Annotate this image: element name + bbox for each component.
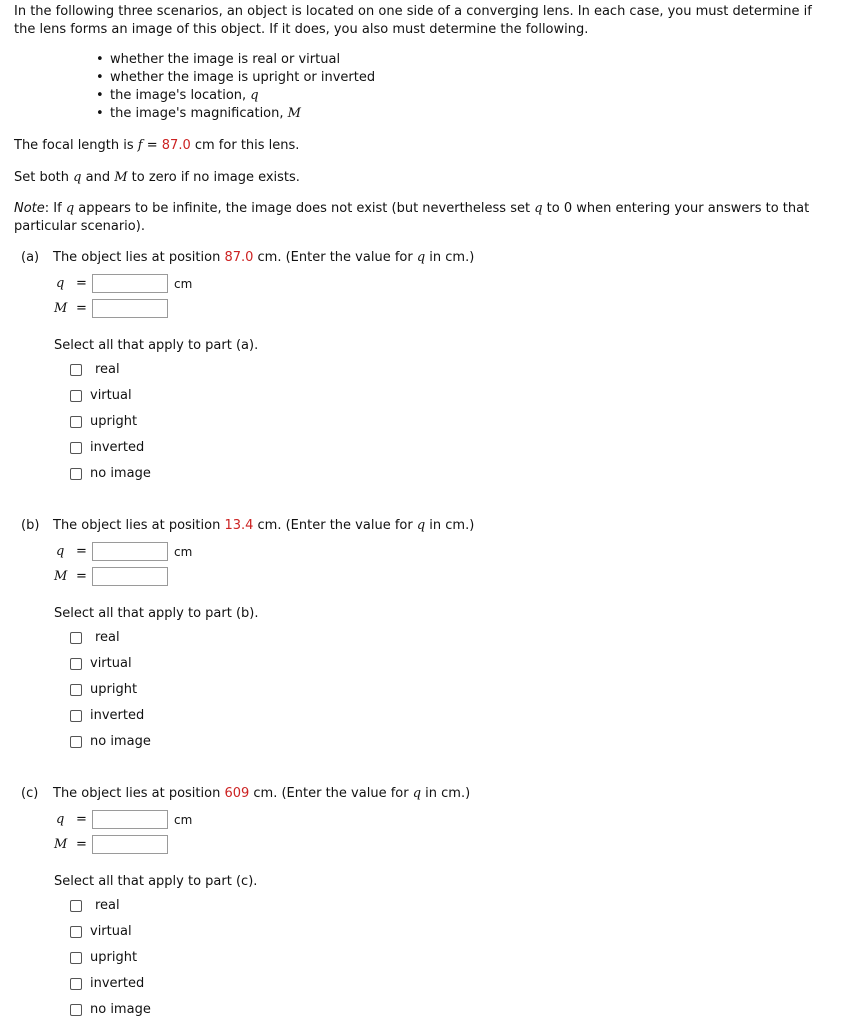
part-b-M-label: M =: [54, 569, 87, 584]
note-text: Note: If q appears to be infinite, the image does not exist (but nevertheless set q to 0 when entering your answers to that particular scenario).: [14, 201, 810, 234]
part-a-label-upright[interactable]: upright: [90, 414, 138, 429]
part-b-label-upright[interactable]: upright: [90, 682, 138, 697]
part-a-label-real[interactable]: real: [95, 362, 120, 377]
part-b-checkbox-no-image[interactable]: [70, 736, 82, 748]
part-b-position-value: 13.4: [224, 518, 254, 533]
part-b-checkbox-upright[interactable]: [70, 684, 82, 696]
part-c-checkbox-upright[interactable]: [70, 952, 82, 964]
part-c-select-prompt: Select all that apply to part (c).: [54, 874, 258, 889]
part-c-heading: (c) The object lies at position 609 cm. (Enter the value for q in cm.): [21, 786, 471, 801]
part-b-q-label: q =: [56, 544, 87, 559]
part-c-q-label: q =: [56, 812, 87, 827]
part-a-checkbox-upright[interactable]: [70, 416, 82, 428]
part-b-checkbox-inverted[interactable]: [70, 710, 82, 722]
part-a-checkbox-real[interactable]: [70, 364, 82, 376]
part-a-M-input[interactable]: [92, 299, 168, 318]
part-a-label-virtual[interactable]: virtual: [90, 388, 132, 403]
part-c-M-input[interactable]: [92, 835, 168, 854]
part-a-checkbox-virtual[interactable]: [70, 390, 82, 402]
part-b-label-no-image[interactable]: no image: [90, 734, 151, 749]
set-zero-instruction: Set both q and M to zero if no image exists.: [14, 170, 300, 185]
intro-text: In the following three scenarios, an object is located on one side of a converging lens. In each case, you must determine if the lens forms an image of this object. If it does, you also must determine the following.: [14, 4, 812, 37]
part-a-checkbox-no-image[interactable]: [70, 468, 82, 480]
part-b-q-unit: cm: [174, 545, 193, 559]
part-c-checkbox-real[interactable]: [70, 900, 82, 912]
part-c-checkbox-inverted[interactable]: [70, 978, 82, 990]
part-b-label-real[interactable]: real: [95, 630, 120, 645]
part-a-heading: (a) The object lies at position 87.0 cm. (Enter the value for q in cm.): [21, 250, 475, 265]
part-c-q-input[interactable]: [92, 810, 168, 829]
focal-length-statement: The focal length is f = 87.0 cm for this lens.: [14, 138, 300, 153]
part-a-select-prompt: Select all that apply to part (a).: [54, 338, 259, 353]
part-a-M-label: M =: [54, 301, 87, 316]
part-b-checkbox-real[interactable]: [70, 632, 82, 644]
part-b-M-input[interactable]: [92, 567, 168, 586]
criteria-item: • whether the image is upright or inverted: [92, 69, 375, 87]
criteria-item: • the image's location, q: [92, 87, 375, 105]
part-b-label-inverted[interactable]: inverted: [90, 708, 145, 723]
part-a-label-no-image[interactable]: no image: [90, 466, 151, 481]
part-c-label-real[interactable]: real: [95, 898, 120, 913]
focal-length-value: 87.0: [161, 138, 191, 153]
criteria-list: [92, 51, 375, 123]
part-b-checkbox-virtual[interactable]: [70, 658, 82, 670]
part-b-select-prompt: Select all that apply to part (b).: [54, 606, 259, 621]
part-a-q-label: q =: [56, 276, 87, 291]
part-a-q-unit: cm: [174, 277, 193, 291]
part-c-label-no-image[interactable]: no image: [90, 1002, 151, 1017]
part-a-checkbox-inverted[interactable]: [70, 442, 82, 454]
part-a-label-inverted[interactable]: inverted: [90, 440, 145, 455]
part-c-label-upright[interactable]: upright: [90, 950, 138, 965]
part-c-q-unit: cm: [174, 813, 193, 827]
part-b-label-virtual[interactable]: virtual: [90, 656, 132, 671]
part-c-checkbox-virtual[interactable]: [70, 926, 82, 938]
criteria-item: • the image's magnification, M: [92, 105, 375, 123]
part-c-checkbox-no-image[interactable]: [70, 1004, 82, 1016]
part-c-M-label: M =: [54, 837, 87, 852]
part-b-q-input[interactable]: [92, 542, 168, 561]
part-a-q-input[interactable]: [92, 274, 168, 293]
part-a-position-value: 87.0: [224, 250, 254, 265]
part-c-position-value: 609: [224, 786, 250, 801]
part-c-label-inverted[interactable]: inverted: [90, 976, 145, 991]
part-b-heading: (b) The object lies at position 13.4 cm. (Enter the value for q in cm.): [21, 518, 475, 533]
criteria-item: • whether the image is real or virtual: [92, 51, 375, 69]
part-c-label-virtual[interactable]: virtual: [90, 924, 132, 939]
